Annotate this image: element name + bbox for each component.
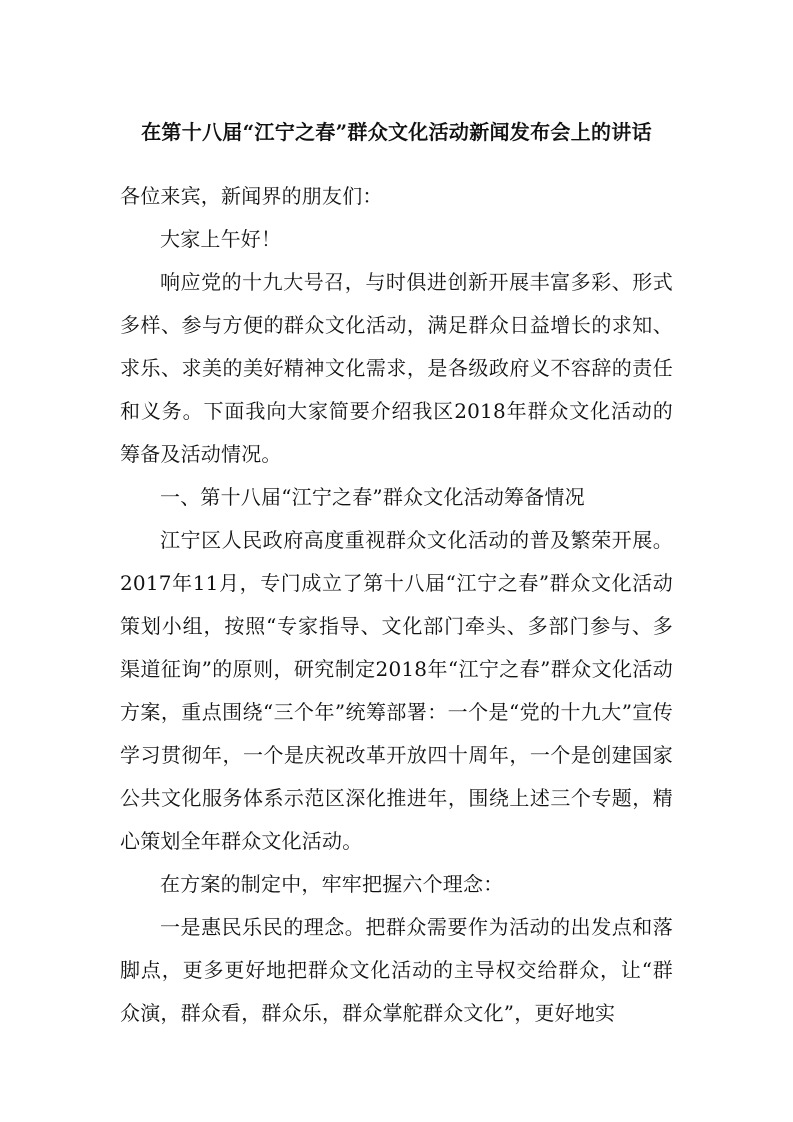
greeting-paragraph: 大家上午好！ — [160, 227, 282, 251]
preparation-paragraph: 江宁区人民政府高度重视群众文化活动的普及繁荣开展。2017年11月，专门成立了第十八届“江宁之春”群众文化活动策划小组，按照“专家指导、文化部门牵头、多部门参与、多渠道征询”的原则，研究制定2018年“江宁之春”群众文化活动方案，重点围绕“三个年”统筹部署：一个是“党的十九大”宣传学习贯彻年，一个是庆祝改革开放四十周年，一个是创建国家公共文化服务体系示范区深化推进年，围绕上述三个专题，精心策划全年群众文化活动。 — [120, 528, 673, 853]
document-body — [120, 175, 673, 1035]
document-title: 在第十八届“江宁之春”群众文化活动新闻发布会上的讲话 — [141, 120, 652, 144]
intro-paragraph: 响应党的十九大号召，与时俱进创新开展丰富多彩、形式多样、参与方便的群众文化活动，满足群众日益增长的求知、求乐、求美的美好精神文化需求，是各级政府义不容辞的责任和义务。下面我向大家简要介绍我区2018年群众文化活动的筹备及活动情况。 — [120, 270, 673, 466]
salutation-paragraph: 各位来宾，新闻界的朋友们： — [120, 184, 383, 208]
principles-intro-paragraph: 在方案的制定中，牢牢把握六个理念： — [160, 872, 504, 896]
principle-one-paragraph: 一是惠民乐民的理念。把群众需要作为活动的出发点和落脚点，更多更好地把群众文化活动的主导权交给群众，让“群众演，群众看，群众乐，群众掌舵群众文化”，更好地实 — [120, 915, 673, 1025]
section-heading: 一、第十八届“江宁之春”群众文化活动筹备情况 — [160, 485, 585, 509]
